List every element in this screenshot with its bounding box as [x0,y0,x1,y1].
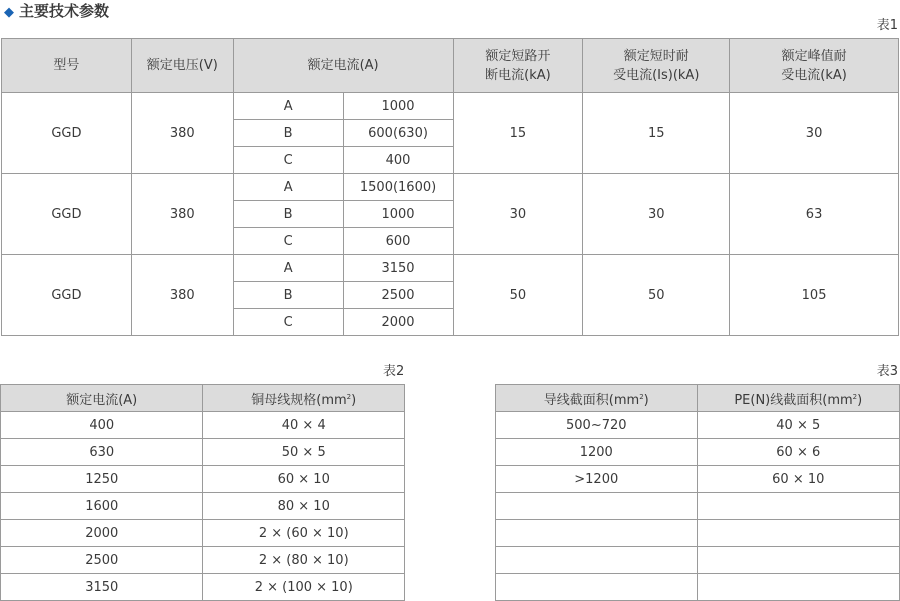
section-cell [496,574,698,601]
breaking-cell: 30 [453,174,583,255]
section-cell [496,520,698,547]
pe-cell [697,547,899,574]
diamond-bullet-icon: ◆ [4,5,14,20]
section-cell: 1200 [496,439,698,466]
header-busbar-spec: 铜母线规格$(mm^2)$ [203,385,405,412]
current-cell: 630 [1,439,203,466]
section-title [4,0,109,22]
grade-cell: B [233,282,343,309]
peak-cell: 30 [730,93,899,174]
table-row [496,412,900,439]
table-row [2,174,899,201]
table-row [496,547,900,574]
current-cell: 400 [343,147,453,174]
current-cell: 1600 [1,493,203,520]
header-voltage: 额定电压(V) [131,39,233,93]
spec-cell: 2 × (60 × 10) [203,520,405,547]
spec-cell: 40 × 4 [203,412,405,439]
breaking-cell: 15 [453,93,583,174]
current-cell: 2500 [343,282,453,309]
header-peak: 额定峰值耐 受电流(kA) [730,39,899,93]
short-time-cell: 15 [583,93,730,174]
grade-cell: C [233,309,343,336]
table2 [0,384,405,601]
current-cell: 1000 [343,201,453,228]
table-row [496,466,900,493]
table1 [1,38,899,336]
table-row [496,574,900,601]
table1-label: 表1 [876,18,898,33]
table-row [1,439,405,466]
section-cell [496,547,698,574]
section-cell: >1200 [496,466,698,493]
model-cell: GGD [2,93,132,174]
current-cell: 2000 [1,520,203,547]
header-model: 型号 [2,39,132,93]
table2-header-row [1,385,405,412]
pe-cell [697,520,899,547]
pe-cell [697,493,899,520]
peak-cell: 63 [730,174,899,255]
current-cell: 1500(1600) [343,174,453,201]
grade-cell: B [233,120,343,147]
pe-cell: 60 × 6 [697,439,899,466]
table-row [496,520,900,547]
table-row [1,520,405,547]
spec-cell: 2 × (100 × 10) [203,574,405,601]
current-cell: 1250 [1,466,203,493]
table-row [496,493,900,520]
table2-label: 表2 [383,364,405,379]
table-row [2,93,899,120]
spec-cell: 80 × 10 [203,493,405,520]
table-row [1,466,405,493]
spec-cell: 60 × 10 [203,466,405,493]
table1-header-row [2,39,899,93]
model-cell: GGD [2,255,132,336]
section-cell: 500~720 [496,412,698,439]
peak-cell: 105 [730,255,899,336]
table3-label: 表3 [876,364,898,379]
current-cell: 3150 [1,574,203,601]
table-row [1,493,405,520]
grade-cell: B [233,201,343,228]
model-cell: GGD [2,174,132,255]
grade-cell: A [233,174,343,201]
table-row [1,412,405,439]
header-current: 额定电流(A) [233,39,453,93]
current-cell: 400 [1,412,203,439]
section-title-text: 主要技术参数 [19,2,110,20]
header-breaking: 额定短路开 断电流(kA) [453,39,583,93]
voltage-cell: 380 [131,255,233,336]
header-cross-section: 导线截面积$(mm^2)$ [496,385,698,412]
grade-cell: A [233,255,343,282]
table3-header-row [496,385,900,412]
current-cell: 2000 [343,309,453,336]
section-cell [496,493,698,520]
pe-cell [697,574,899,601]
header-current: 额定电流(A) [1,385,203,412]
table3 [495,384,900,601]
current-cell: 3150 [343,255,453,282]
header-pe-cross-section: PE(N)线截面积$(mm^2)$ [697,385,899,412]
short-time-cell: 30 [583,174,730,255]
current-cell: 600(630) [343,120,453,147]
current-cell: 2500 [1,547,203,574]
pe-cell: 60 × 10 [697,466,899,493]
pe-cell: 40 × 5 [697,412,899,439]
table-row [1,574,405,601]
spec-cell: 2 × (80 × 10) [203,547,405,574]
voltage-cell: 380 [131,93,233,174]
short-time-cell: 50 [583,255,730,336]
grade-cell: C [233,147,343,174]
header-short-time: 额定短时耐 受电流(Is)(kA) [583,39,730,93]
current-cell: 600 [343,228,453,255]
grade-cell: A [233,93,343,120]
current-cell: 1000 [343,93,453,120]
breaking-cell: 50 [453,255,583,336]
table-row [1,547,405,574]
grade-cell: C [233,228,343,255]
voltage-cell: 380 [131,174,233,255]
table-row [496,439,900,466]
table-row [2,255,899,282]
spec-cell: 50 × 5 [203,439,405,466]
